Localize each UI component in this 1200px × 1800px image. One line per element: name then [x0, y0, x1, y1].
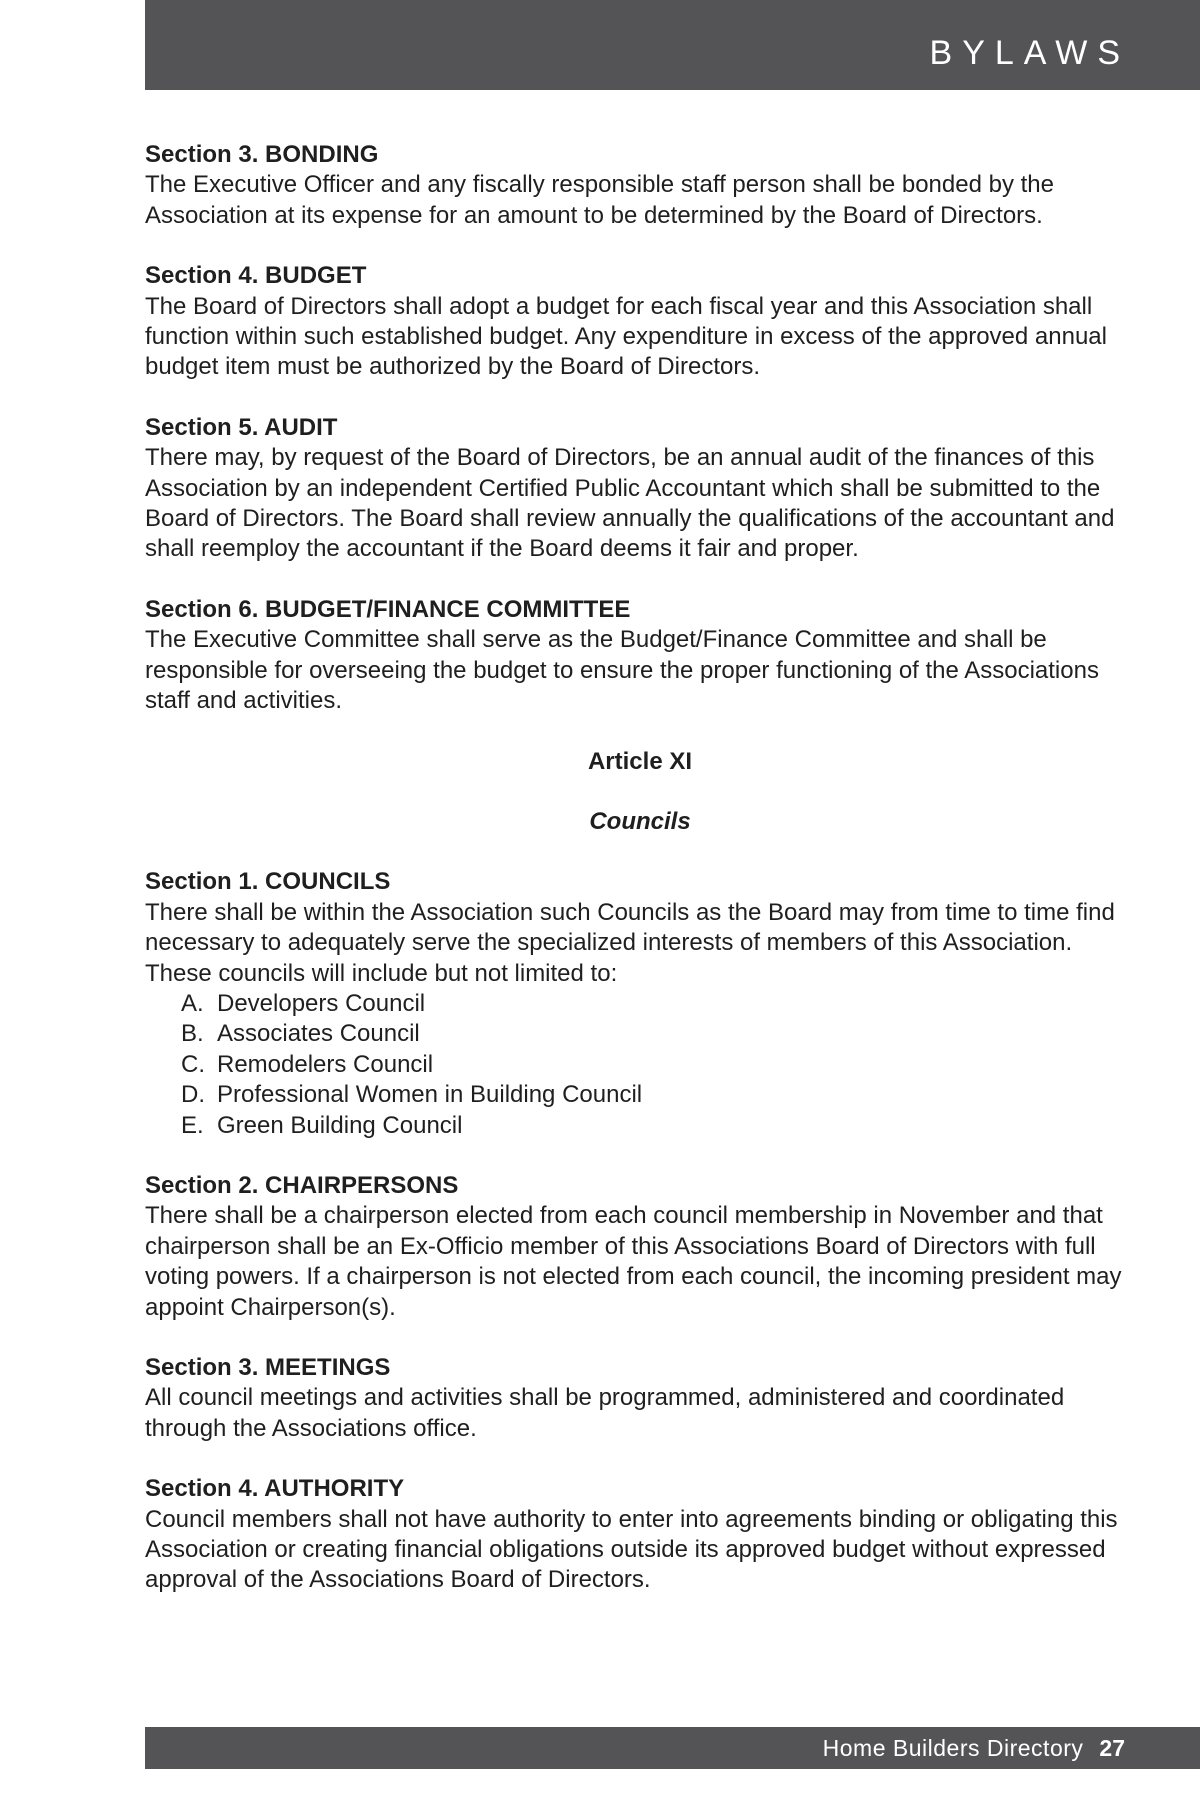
section-text: The Executive Officer and any fiscally responsible staff person shall be bonded by the Association at its expense for an amount to be determined by the Board of Directors. [145, 171, 1054, 229]
section-heading: Section 3. BONDING [145, 141, 379, 168]
article-title: Article XI [587, 747, 693, 775]
section-text: There may, by request of the Board of Directors, be an annual audit of the finances of this Association by an independent Certified Public Accountant which shall be submitted to the Board of Directors. The Board shall review annually the qualifications of the accountant and shall reemploy the accountant if the Board deems it fair and proper. [145, 444, 1115, 563]
list-item [181, 1019, 1135, 1049]
footer-label: Home Builders Directory [822, 1735, 1084, 1761]
section-heading: Section 6. BUDGET/FINANCE COMMITTEE [145, 595, 631, 623]
list-item-label: Remodelers Council [217, 1050, 434, 1078]
list-item [181, 1080, 1135, 1110]
section-audit [145, 413, 1135, 565]
section-budget [145, 261, 1135, 383]
section-authority [145, 1474, 1135, 1596]
section-text: There shall be a chairperson elected from each council membership in November and that chairperson shall be an Ex-Officio member of this Associations Board of Directors with full voting powers. If a chairperson is not elected from each council, the incoming president may appoint Chairperson(s). [145, 1202, 1122, 1321]
list-item-label: Developers Council [217, 989, 426, 1017]
list-item-letter: B. [181, 1020, 204, 1048]
section-heading: Section 2. CHAIRPERSONS [145, 1171, 459, 1199]
page-number: 27 [1099, 1735, 1125, 1761]
document-body [145, 140, 1135, 1626]
header-title: BYLAWS [929, 34, 1130, 72]
footer-bar [145, 1727, 1200, 1769]
list-item [181, 989, 1135, 1019]
section-text: The Executive Committee shall serve as the Budget/Finance Committee and shall be responsible for overseeing the budget to ensure the proper functioning of the Associations staff and activities. [145, 626, 1099, 715]
list-item [181, 1111, 1135, 1141]
section-text: Council members shall not have authority to enter into agreements binding or obligating this Association or creating financial obligations outside its approved budget without expressed approval of the Associations Board of Directors. [145, 1505, 1118, 1594]
list-item-label: Professional Women in Building Council [217, 1081, 643, 1109]
section-budget-finance-committee [145, 595, 1135, 717]
list-item [181, 1050, 1135, 1080]
section-heading: Section 5. AUDIT [145, 413, 338, 441]
section-text: There shall be within the Association such Councils as the Board may from time to time find necessary to adequately serve the specialized interests of members of this Association. These councils will include but not limited to: [145, 898, 1115, 987]
section-heading: Section 4. AUTHORITY [145, 1475, 405, 1503]
section-text: All council meetings and activities shall be programmed, administered and coordinated through the Associations office. [145, 1384, 1065, 1442]
list-item-letter: E. [181, 1111, 204, 1139]
council-list [145, 989, 1135, 1141]
section-chairpersons [145, 1171, 1135, 1323]
section-heading: Section 1. COUNCILS [145, 868, 391, 896]
footer-text [823, 1735, 1125, 1761]
list-item-label: Green Building Council [217, 1111, 463, 1139]
list-item-letter: A. [181, 989, 204, 1017]
section-heading: Section 4. BUDGET [145, 262, 367, 290]
section-text: The Board of Directors shall adopt a budget for each fiscal year and this Association shall function within such established budget. Any expenditure in excess of the approved annual budget item must be authorized by the Board of Directors. [145, 292, 1107, 381]
list-item-label: Associates Council [217, 1020, 420, 1048]
list-item-letter: D. [181, 1081, 205, 1109]
article-subtitle: Councils [589, 807, 691, 835]
list-item-letter: C. [181, 1050, 205, 1078]
header-bar [145, 0, 1200, 90]
section-councils [145, 867, 1135, 1141]
section-bonding [145, 140, 1135, 231]
section-heading: Section 3. MEETINGS [145, 1354, 391, 1381]
section-meetings [145, 1353, 1135, 1444]
